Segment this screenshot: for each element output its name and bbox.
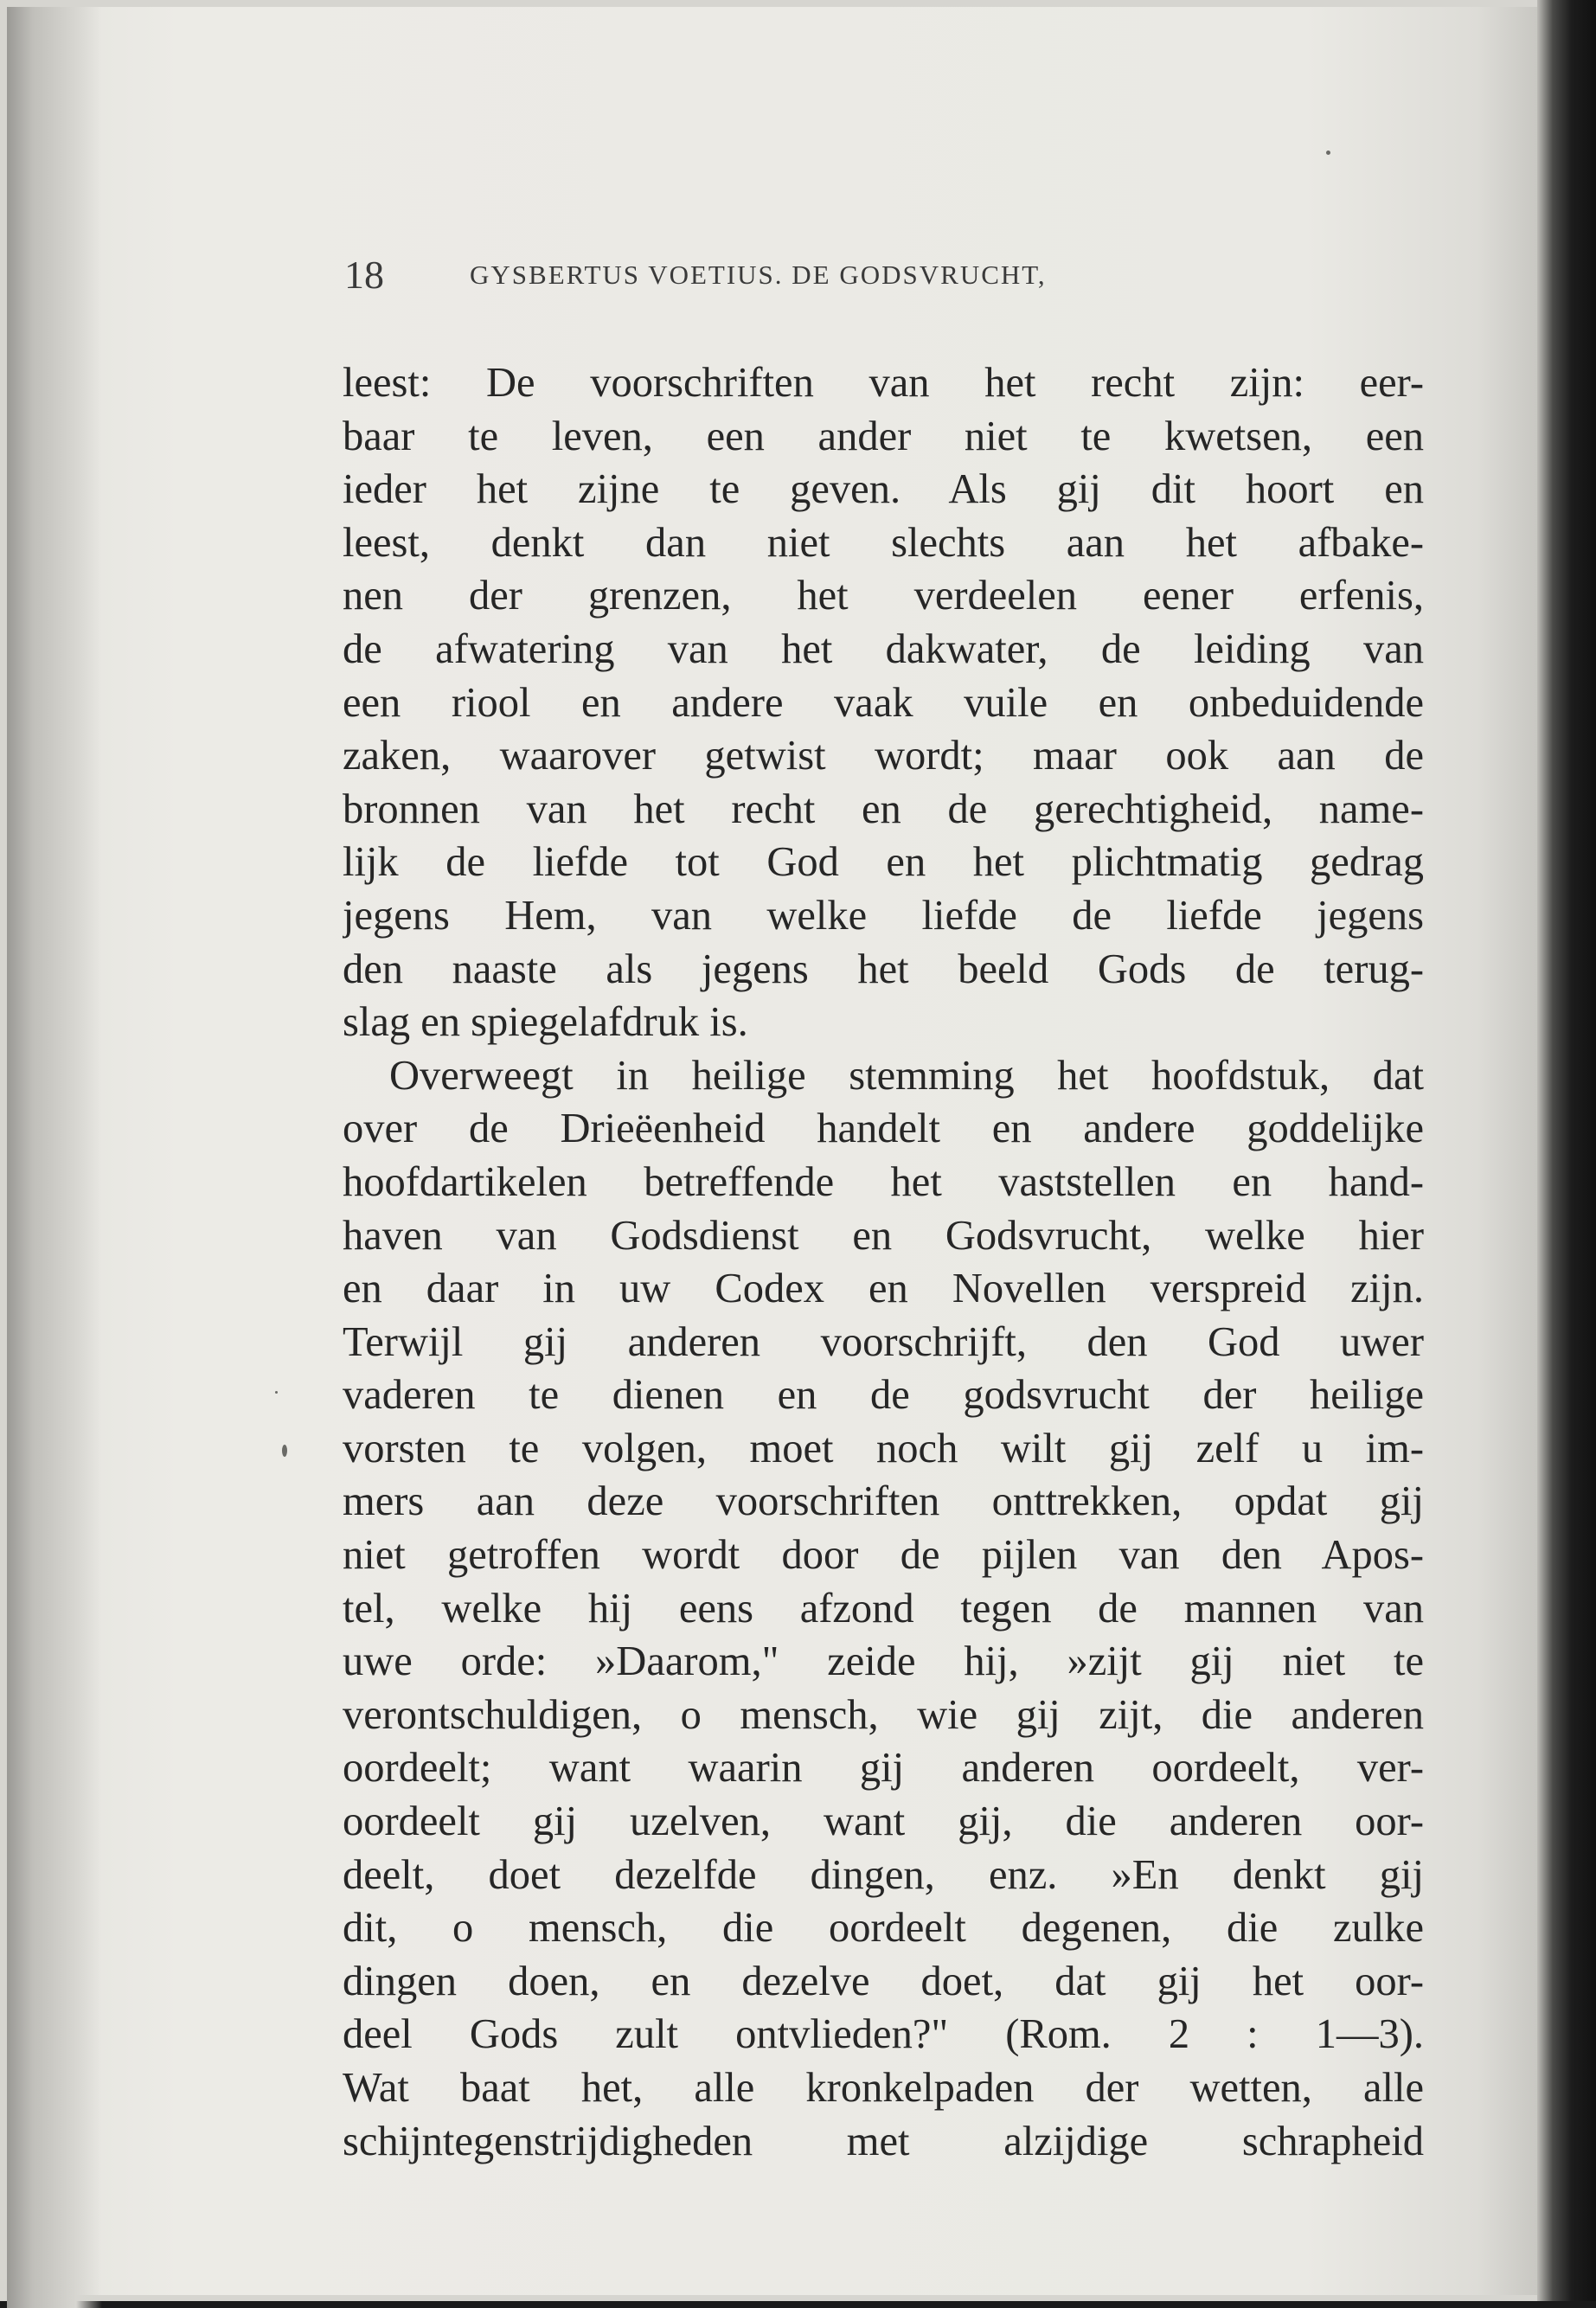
text-line: leest: De voorschriften van het recht zijn: eer- [343,360,1424,406]
scan-speck [275,1391,278,1394]
scan-background-edge [1537,0,1596,2301]
text-line: leest, denkt dan niet slechts aan het afbake- [343,519,1424,566]
scan-speck [282,1445,287,1457]
body-text [343,356,1424,2168]
page-gutter-shadow [7,7,102,2308]
page-header [344,249,1426,301]
text-line: niet getroffen wordt door de pijlen van den Apos- [343,1532,1424,1579]
text-line: uwe orde: »Daarom," zeide hij, »zijt gij niet te [343,1638,1424,1685]
text-line: vaderen te dienen en de godsvrucht der heilige [343,1372,1424,1419]
text-line: bronnen van het recht en de gerechtigheid, name- [343,785,1424,832]
paragraph-end-line: slag en spiegelafdruk is. [343,999,748,1046]
text-line: de afwatering van het dakwater, de leiding van [343,625,1424,672]
text-line: jegens Hem, van welke liefde de liefde jegens [343,892,1424,939]
text-line: mers aan deze voorschriften onttrekken, opdat gij [343,1478,1424,1525]
text-line: een riool en andere vaak vuile en onbeduidende [343,679,1424,726]
running-head: GYSBERTUS VOETIUS. DE GODSVRUCHT, [470,260,1047,290]
paragraph-start-line: Overweegt in heilige stemming het hoofdstuk, dat [389,1052,1424,1099]
text-line: haven van Godsdienst en Godsvrucht, welke hier [343,1212,1424,1259]
scan-speck [1326,151,1330,155]
page-number: 18 [344,253,384,297]
text-line: lijk de liefde tot God en het plichtmatig gedrag [343,839,1424,886]
text-line: oordeelt; want waarin gij anderen oordeelt, ver- [343,1745,1424,1792]
text-line: deel Gods zult ontvlieden?" (Rom. 2 : 1—3). [343,2011,1424,2058]
text-line: Terwijl gij anderen voorschrijft, den God uwer [343,1318,1424,1365]
text-line: verontschuldigen, o mensch, wie gij zijt, die anderen [343,1691,1424,1738]
text-line: baar te leven, een ander niet te kwetsen, een [343,413,1424,459]
text-line: dit, o mensch, die oordeelt degenen, die zulke [343,1905,1424,1952]
text-line: ieder het zijne te geven. Als gij dit hoort en [343,466,1424,513]
text-line: den naaste als jegens het beeld Gods de terug- [343,946,1424,992]
text-line: hoofdartikelen betreffende het vaststellen en hand- [343,1158,1424,1205]
text-line: deelt, doet dezelfde dingen, enz. »En denkt gij [343,1851,1424,1898]
text-line: Wat baat het, alle kronkelpaden der wetten, alle [343,2065,1424,2111]
text-line: schijntegenstrijdigheden met alzijdige schrapheid [343,2118,1424,2164]
text-line: over de Drieëenheid handelt en andere goddelijke [343,1106,1424,1152]
text-line: nen der grenzen, het verdeelen eener erfenis, [343,573,1424,619]
book-page [7,7,1538,2295]
text-line: tel, welke hij eens afzond tegen de mannen van [343,1585,1424,1632]
text-line: dingen doen, en dezelve doet, dat gij het oor- [343,1958,1424,2004]
text-line: vorsten te volgen, moet noch wilt gij zelf u im- [343,1425,1424,1471]
text-line: zaken, waarover getwist wordt; maar ook aan de [343,733,1424,779]
text-line: en daar in uw Codex en Novellen verspreid zijn. [343,1266,1424,1312]
text-line: oordeelt gij uzelven, want gij, die anderen oor- [343,1798,1424,1845]
